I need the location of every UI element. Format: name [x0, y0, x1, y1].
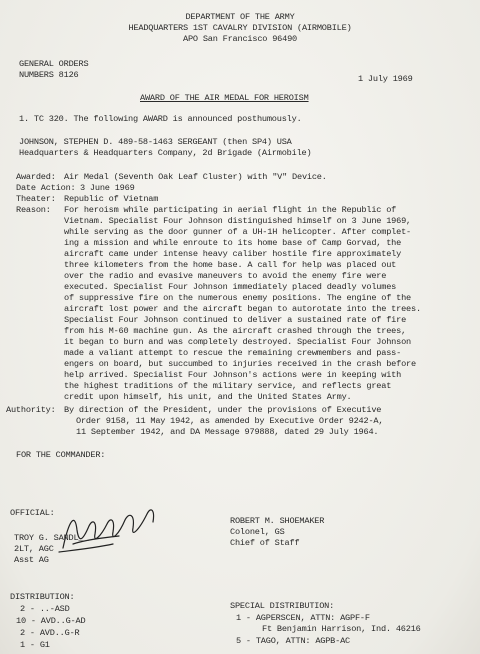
header-apo: APO San Francisco 96490 [182, 34, 297, 44]
award-title: AWARD OF THE AIR MEDAL FOR HEROISM [140, 93, 309, 103]
reason-line: made a valiant attempt to rescue the remaining crewmembers and pass- [64, 348, 402, 358]
awarded-value: Air Medal (Seventh Oak Leaf Cluster) with "V" Device. [64, 172, 327, 182]
recipient-unit-line: Headquarters & Headquarters Company, 2d Brigade (Airmobile) [19, 148, 312, 158]
header-headquarters: HEADQUARTERS 1ST CAVALRY DIVISION (AIRMOBILE) [128, 23, 352, 33]
handwritten-signature [55, 500, 160, 560]
reason-line: credit upon himself, his unit, and the United States Army. [64, 392, 352, 402]
recipient-name-line: JOHNSON, STEPHEN D. 489-58-1463 SERGEANT (then SP4) USA [19, 137, 292, 147]
signer-rank: Colonel, GS [230, 527, 285, 537]
distribution-line: 2 - ..-ASD [20, 604, 70, 614]
special-distribution-line: 5 - TAGO, ATTN: AGPB-AC [236, 636, 351, 646]
reason-line: aircraft lost power and the aircraft began to autorotate into the trees. [64, 304, 421, 314]
theater-label: Theater: [16, 194, 56, 204]
distribution-line: 10 - AVD..G-AD [16, 616, 86, 626]
authority-label: Authority: [6, 405, 56, 415]
reason-line: the highest traditions of the military service, and reflects great [64, 381, 392, 391]
authority-line: By direction of the President, under the provisions of Executive [64, 405, 382, 415]
distribution-line: 1 - G1 [20, 640, 50, 650]
reason-line: of suppressive fire on the numerous enemy positions. The engine of the [64, 293, 411, 303]
header-department: DEPARTMENT OF THE ARMY [185, 12, 295, 22]
reason-line: help arrived. Specialist Four Johnson's actions were in keeping with [64, 370, 402, 380]
general-orders-label: GENERAL ORDERS [19, 59, 89, 69]
date-action-value: 3 June 1969 [80, 183, 135, 193]
reason-line: while serving as the door gunner of a UH-1H helicopter. After complet- [64, 227, 411, 237]
reason-line: Vietnam. Specialist Four Johnson distinguished himself on 3 June 1969, [64, 216, 411, 226]
distribution-label: DISTRIBUTION: [10, 592, 75, 602]
reason-line: aircraft came under intense heavy caliber hostile fire approximately [64, 249, 402, 259]
signer-title: Chief of Staff [230, 538, 300, 548]
theater-value: Republic of Vietnam [64, 194, 159, 204]
distribution-line: 2 - AVD..G-R [20, 628, 80, 638]
date-action-label: Date Action: [16, 183, 76, 193]
for-the-commander: FOR THE COMMANDER: [16, 450, 106, 460]
announcement-paragraph: 1. TC 320. The following AWARD is announced posthumously. [19, 114, 302, 124]
orders-number: NUMBERS 8126 [19, 70, 79, 80]
authority-line: Order 9158, 11 May 1942, as amended by Executive Order 9242-A, [76, 416, 384, 426]
reason-line: over the radio and evasive maneuvers to avoid the enemy fire were [64, 271, 387, 281]
reason-line: it began to burn and was completely destroyed. Specialist Four Johnson [64, 337, 411, 347]
awarded-label: Awarded: [16, 172, 56, 182]
reason-line: three kilometers from the home base. A call for help was placed out [64, 260, 397, 270]
reason-line: executed. Specialist Four Johnson immediately placed deadly volumes [64, 282, 397, 292]
signer-name: ROBERT M. SHOEMAKER [230, 516, 325, 526]
reason-line: Specialist Four Johnson continued to deliver a sustained rate of fire [64, 315, 407, 325]
official-label: OFFICIAL: [10, 508, 55, 518]
official-title: Asst AG [14, 555, 49, 565]
reason-line: engers on board, but succumbed to injuries received in the crash before [64, 359, 416, 369]
reason-line: For heroism while participating in aerial flight in the Republic of [64, 205, 397, 215]
official-name: TROY G. SANDL__ [14, 533, 89, 543]
authority-line: 11 September 1942, and DA Message 979888, dated 29 July 1964. [76, 427, 379, 437]
reason-label: Reason: [16, 205, 51, 215]
special-distribution-line: 1 - AGPERSCEN, ATTN: AGPF-F [236, 613, 370, 623]
official-rank: 2LT, AGC [14, 544, 54, 554]
special-distribution-line: Ft Benjamin Harrison, Ind. 46216 [262, 624, 421, 634]
reason-line: ing a mission and while enroute to its home base of Camp Gorvad, the [64, 238, 402, 248]
special-distribution-label: SPECIAL DISTRIBUTION: [230, 601, 335, 611]
reason-line: from his M-60 machine gun. As the aircraft crashed through the trees, [64, 326, 407, 336]
orders-date: 1 July 1969 [358, 74, 413, 84]
